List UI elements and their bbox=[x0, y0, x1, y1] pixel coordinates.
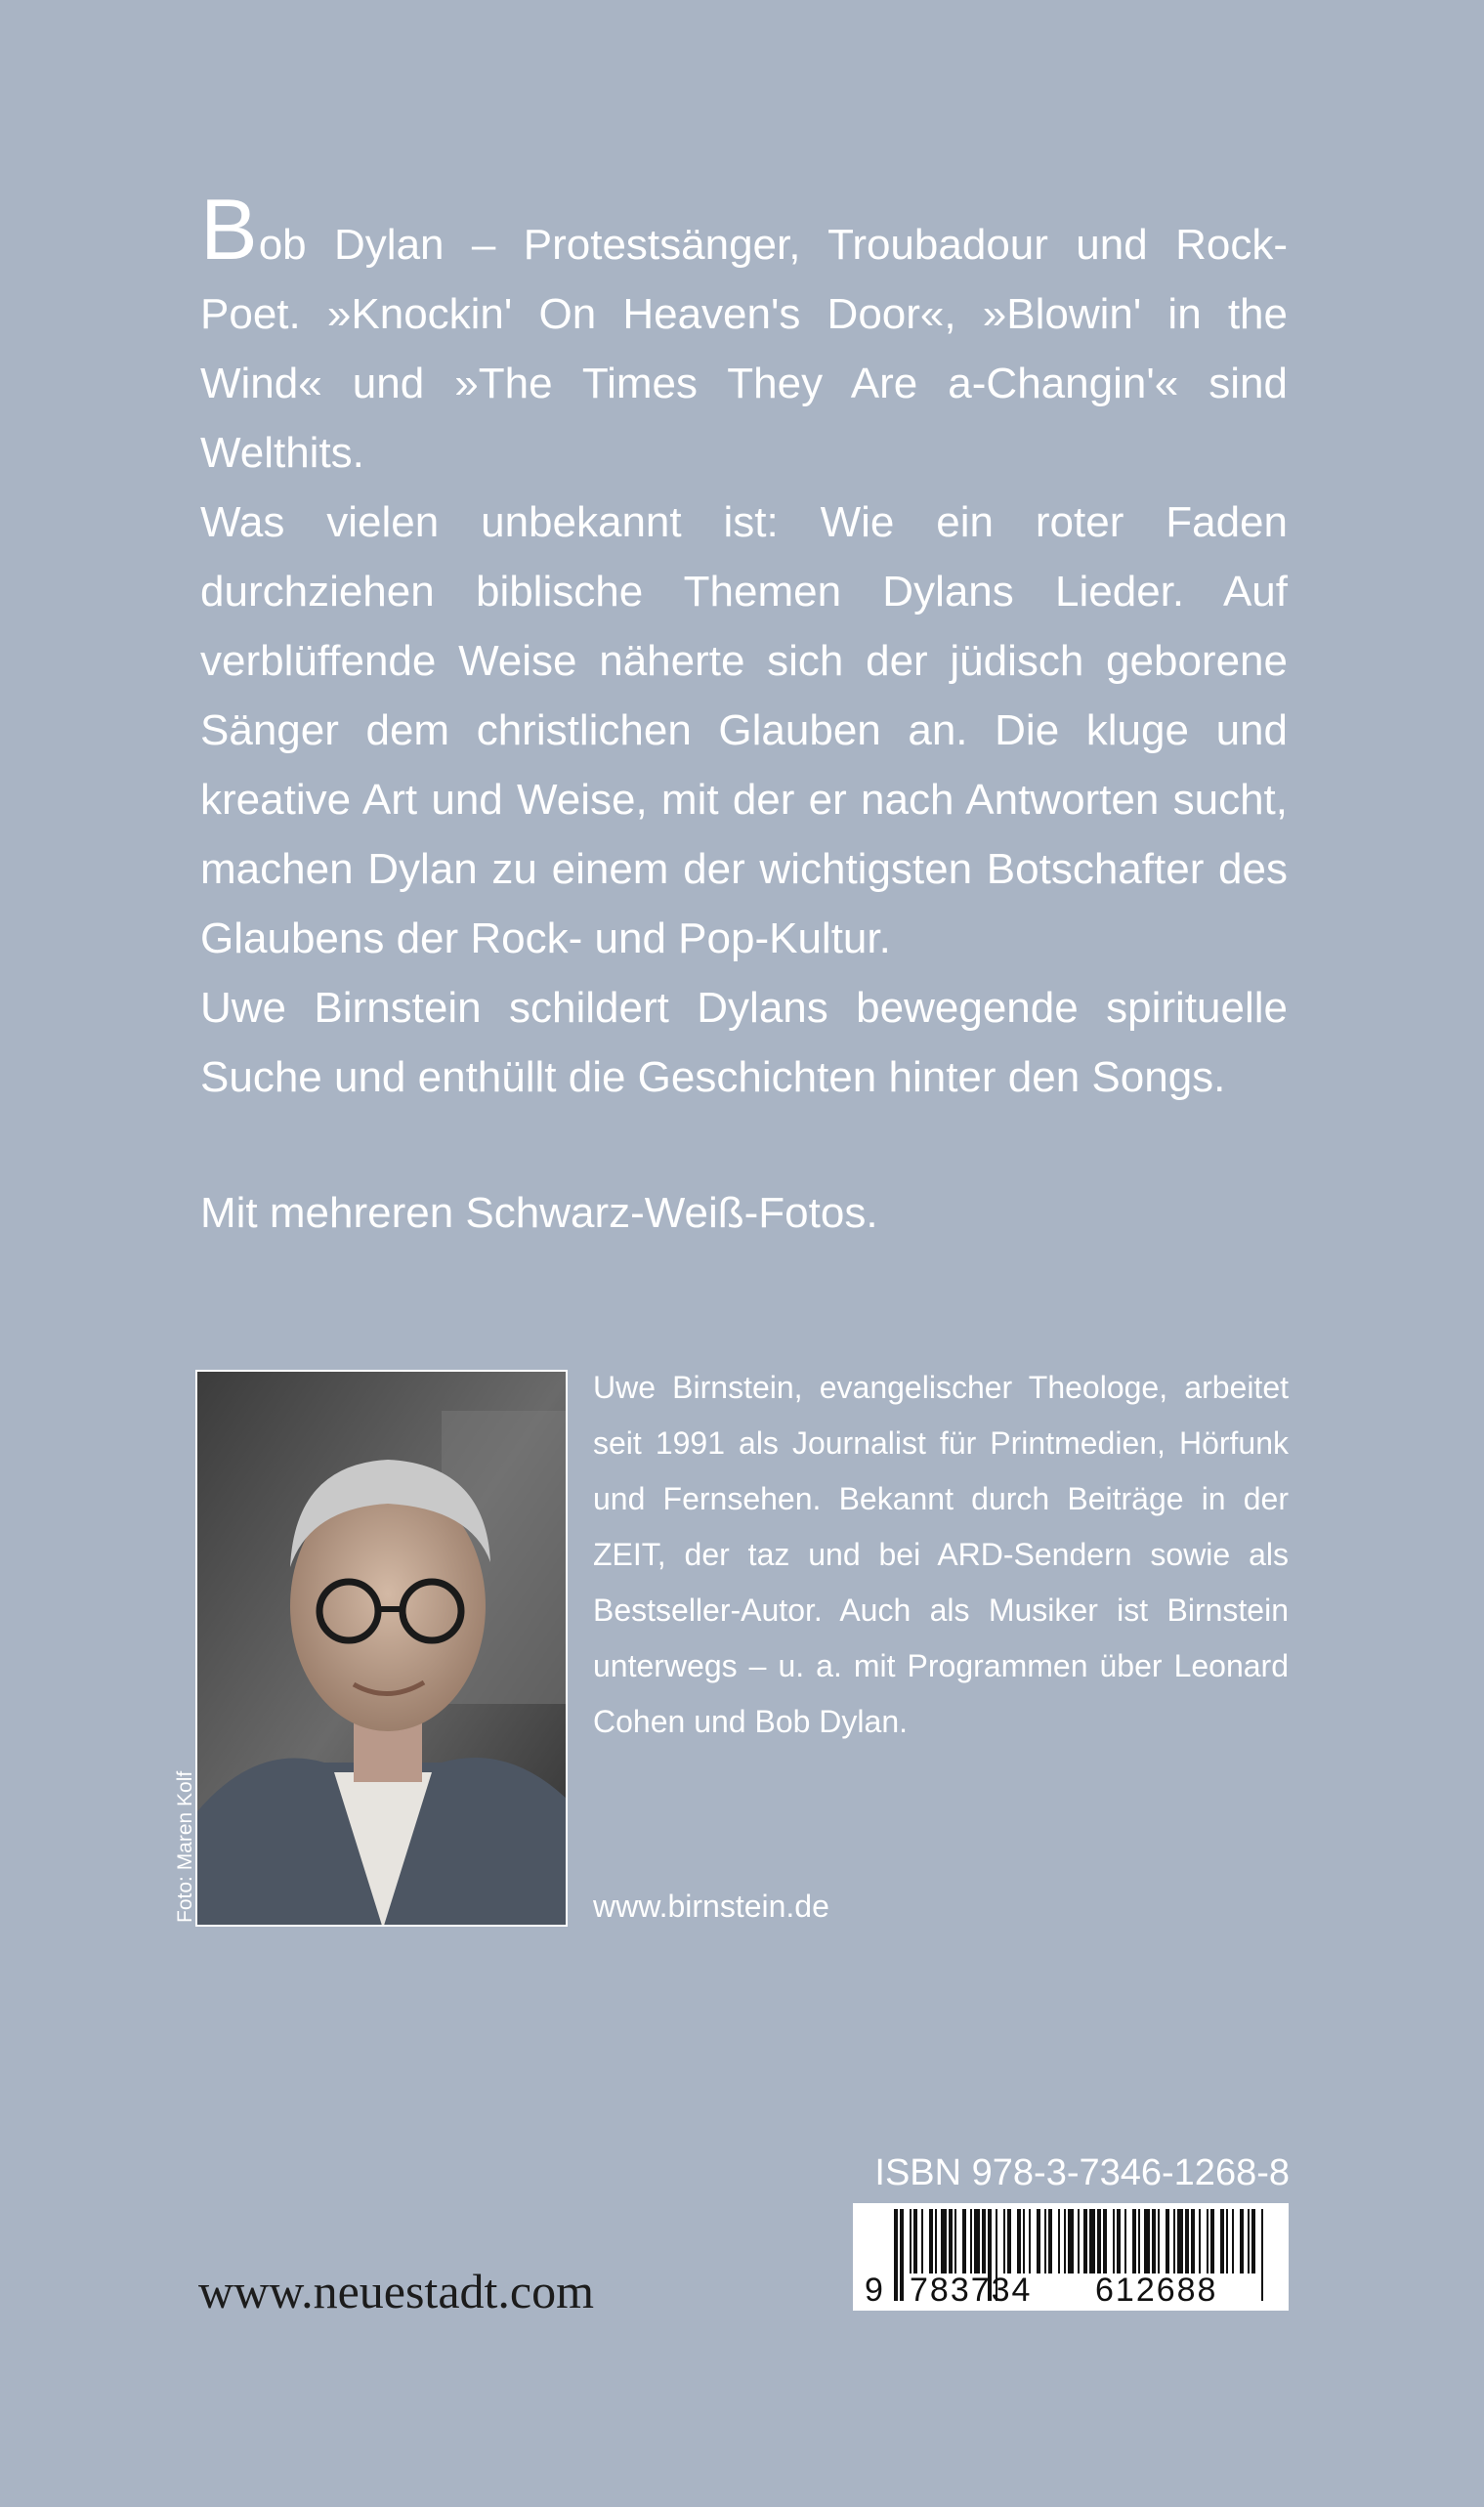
barcode-bar bbox=[1177, 2209, 1183, 2273]
barcode-bar bbox=[1166, 2209, 1169, 2273]
barcode-bar bbox=[1089, 2209, 1095, 2273]
barcode-bar bbox=[1044, 2209, 1046, 2273]
blurb-text bbox=[200, 181, 1288, 1248]
blurb-paragraph-1 bbox=[200, 181, 1288, 488]
paragraph-spacer bbox=[200, 1112, 1288, 1178]
barcode-bar bbox=[1210, 2209, 1214, 2273]
barcode-bar bbox=[1251, 2209, 1255, 2273]
barcode-lead-digit: 9 bbox=[865, 2272, 883, 2309]
barcode-bar bbox=[949, 2209, 953, 2273]
author-website-link[interactable]: www.birnstein.de bbox=[593, 1889, 829, 1924]
barcode-bar bbox=[921, 2209, 923, 2273]
barcode-bar bbox=[1068, 2209, 1074, 2273]
barcode-bar bbox=[929, 2209, 933, 2273]
barcode-bar bbox=[1078, 2209, 1080, 2273]
barcode-bar bbox=[1232, 2209, 1234, 2273]
barcode-bar bbox=[1220, 2209, 1224, 2273]
barcode-bar bbox=[1207, 2209, 1208, 2273]
barcode-graphic bbox=[853, 2203, 1289, 2311]
barcode-bar bbox=[1064, 2209, 1066, 2273]
barcode-bar bbox=[935, 2209, 937, 2273]
author-portrait-illustration bbox=[197, 1372, 568, 1927]
barcode-bar bbox=[1003, 2209, 1005, 2273]
barcode-bar bbox=[1138, 2209, 1140, 2273]
barcode-bar bbox=[1173, 2209, 1175, 2273]
barcode-bar bbox=[1226, 2209, 1228, 2273]
barcode-bar bbox=[941, 2209, 947, 2273]
barcode-bar bbox=[1097, 2209, 1101, 2273]
barcode-bar bbox=[1103, 2209, 1107, 2273]
barcode-bar bbox=[1199, 2209, 1201, 2273]
barcode-bar bbox=[1029, 2209, 1031, 2273]
barcode-bar bbox=[1261, 2209, 1263, 2301]
barcode-bar bbox=[910, 2209, 912, 2273]
barcode-bar bbox=[1191, 2209, 1195, 2273]
drop-cap-letter: B bbox=[200, 181, 259, 277]
photo-credit: Foto: Maren Kolf bbox=[174, 1770, 196, 1923]
blurb-paragraph-3: Uwe Birnstein schildert Dylans bewegende spirituelle Suche und enthüllt die Geschichten hinter den Songs. bbox=[200, 984, 1288, 1101]
blurb-photo-note: Mit mehreren Schwarz-Weiß-Fotos. bbox=[200, 1189, 878, 1237]
barcode-bar bbox=[1144, 2209, 1150, 2273]
barcode-digits-right: 612688 bbox=[1095, 2272, 1218, 2309]
barcode-bar bbox=[1248, 2209, 1250, 2273]
barcode-bar bbox=[1124, 2209, 1126, 2273]
barcode-bar bbox=[913, 2209, 917, 2273]
barcode-bar bbox=[1158, 2209, 1160, 2273]
barcode-bar bbox=[1152, 2209, 1156, 2273]
barcode-bar bbox=[894, 2209, 898, 2301]
barcode-bar bbox=[1007, 2209, 1011, 2273]
barcode-bar bbox=[1132, 2209, 1136, 2273]
barcode-bar bbox=[962, 2209, 966, 2273]
barcode-bar bbox=[982, 2209, 986, 2273]
barcode-bar bbox=[900, 2209, 904, 2301]
barcode-bar bbox=[1023, 2209, 1025, 2273]
publisher-website-link[interactable]: www.neuestadt.com bbox=[198, 2264, 594, 2318]
barcode-bar bbox=[1037, 2209, 1040, 2273]
isbn-label: ISBN 978-3-7346-1268-8 bbox=[874, 2152, 1290, 2193]
barcode-bar bbox=[974, 2209, 980, 2273]
author-bio-text: Uwe Birnstein, evangelischer Theologe, arbeitet seit 1991 als Journalist für Printmedien, Hörfunk und Fernsehen. Bekannt durch Beiträge in der ZEIT, der taz und bei ARD-Sendern sowie als Bestseller-Autor. Auch als Musiker ist Birnstein unterwegs – u. a. mit Programmen über Leonard Cohen und Bob Dylan. bbox=[593, 1370, 1289, 1739]
author-portrait-photo bbox=[195, 1370, 568, 1927]
barcode-digits-left: 783734 bbox=[910, 2272, 1033, 2309]
barcode-bar bbox=[1017, 2209, 1021, 2273]
barcode-bar bbox=[1058, 2209, 1060, 2273]
barcode-bar bbox=[1240, 2209, 1244, 2273]
author-bio bbox=[593, 1360, 1289, 1750]
barcode-bar bbox=[1185, 2209, 1189, 2273]
blurb-paragraph-1-text: ob Dylan – Protestsänger, Troubadour und Rock-Poet. »Knockin' On Heaven's Door«, »Blowin' in the Wind« und »The Times They Are a-Changin'« sind Welthits. bbox=[200, 221, 1288, 477]
isbn-barcode bbox=[853, 2203, 1289, 2311]
blurb-paragraph-2: Was vielen unbekannt ist: Wie ein roter Faden durchziehen biblische Themen Dylans Lieder. Auf verblüffende Weise näherte sich der jüdisch geborene Sänger dem christlichen Glauben an. Die kluge und kreative Art und Weise, mit der er nach Antworten sucht, machen Dylan zu einem der wichtigsten Botschafter des Glaubens der Rock- und Pop-Kultur. bbox=[200, 498, 1288, 962]
barcode-bar bbox=[970, 2209, 972, 2273]
barcode-bar bbox=[1113, 2209, 1115, 2273]
barcode-bar bbox=[1048, 2209, 1052, 2273]
barcode-bar bbox=[1117, 2209, 1121, 2273]
barcode-bar bbox=[1083, 2209, 1087, 2273]
barcode-bar bbox=[954, 2209, 956, 2273]
